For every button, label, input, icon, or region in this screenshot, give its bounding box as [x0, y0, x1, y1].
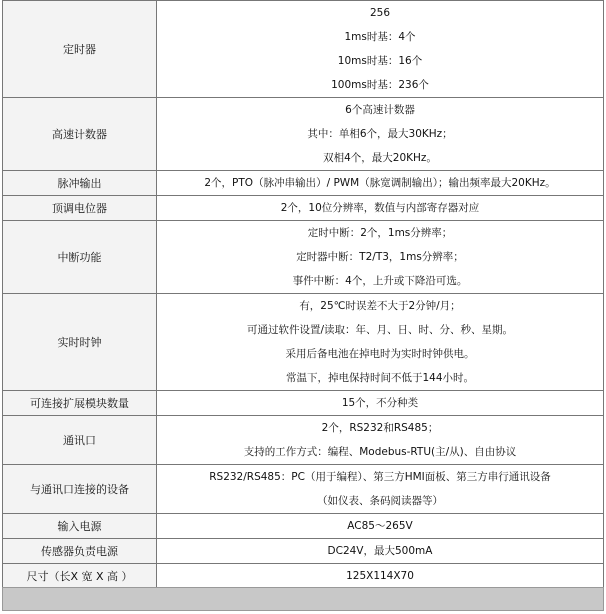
spec-value-line: 125X114X70 — [346, 570, 414, 582]
spec-row — [3, 221, 604, 294]
spec-label: 与通讯口连接的设备 — [3, 465, 157, 514]
spec-value — [157, 294, 604, 391]
spec-label: 实时时钟 — [3, 294, 157, 391]
spec-value-line: 100ms时基：236个 — [331, 79, 429, 91]
spec-value-line: DC24V，最大500mA — [327, 545, 433, 557]
spec-value-line: 事件中断：4个，上升或下降沿可选。 — [292, 275, 468, 287]
spec-value-line: RS232/RS485：PC（用于编程）、第三方HMI面板、第三方串行通讯设备 — [209, 471, 551, 483]
spec-value — [157, 221, 604, 294]
spec-row — [3, 564, 604, 589]
spec-value — [157, 1, 604, 98]
spec-value-line: 常温下，掉电保持时间不低于144小时。 — [285, 372, 475, 384]
spec-value — [157, 514, 604, 539]
spec-value-line: 可通过软件设置/读取：年、月、日、时、分、秒、星期。 — [246, 324, 514, 336]
spec-label: 脉冲输出 — [3, 171, 157, 196]
spec-row — [3, 539, 604, 564]
spec-row — [3, 196, 604, 221]
spec-value-line: 定时中断：2个，1ms分辨率； — [307, 227, 453, 239]
spec-label: 输入电源 — [3, 514, 157, 539]
spec-table-body — [3, 1, 604, 589]
spec-row — [3, 391, 604, 416]
spec-value-line: 10ms时基：16个 — [337, 55, 423, 67]
spec-value — [157, 564, 604, 589]
spec-label: 高速计数器 — [3, 98, 157, 171]
spec-value-line: 定时器中断：T2/T3，1ms分辨率； — [296, 251, 464, 263]
spec-label: 尺寸（长X 宽 X 高 ） — [3, 564, 157, 589]
spec-label: 可连接扩展模块数量 — [3, 391, 157, 416]
spec-value — [157, 98, 604, 171]
spec-row — [3, 514, 604, 539]
spec-value — [157, 465, 604, 514]
spec-value — [157, 171, 604, 196]
spec-value-line: （如仪表、条码阅读器等） — [317, 495, 443, 507]
spec-row — [3, 294, 604, 391]
spec-value-line: 双相4个，最大20KHz。 — [323, 152, 437, 164]
spec-value-line: AC85～265V — [347, 520, 413, 532]
spec-label: 定时器 — [3, 1, 157, 98]
spec-value-line: 支持的工作方式：编程、Modebus-RTU(主/从)、自由协议 — [243, 446, 517, 458]
spec-row — [3, 416, 604, 465]
spec-value — [157, 391, 604, 416]
spec-value-line: 2个，10位分辨率，数值与内部寄存器对应 — [280, 202, 480, 214]
spec-value-line: 6个高速计数器 — [345, 104, 415, 116]
spec-label: 中断功能 — [3, 221, 157, 294]
table-footer-bar — [2, 587, 604, 611]
spec-label: 通讯口 — [3, 416, 157, 465]
spec-row — [3, 1, 604, 98]
spec-value-line: 256 — [369, 7, 391, 19]
spec-label: 传感器负责电源 — [3, 539, 157, 564]
spec-value — [157, 416, 604, 465]
spec-value-line: 其中：单相6个，最大30KHz； — [307, 128, 453, 140]
spec-value — [157, 196, 604, 221]
spec-value-line: 1ms时基：4个 — [344, 31, 416, 43]
spec-row — [3, 465, 604, 514]
spec-row — [3, 171, 604, 196]
spec-value-line: 采用后备电池在掉电时为实时时钟供电。 — [285, 348, 475, 360]
spec-table — [2, 0, 604, 589]
spec-value-line: 15个，不分种类 — [341, 397, 419, 409]
spec-value-line: 2个，RS232和RS485； — [321, 422, 439, 434]
spec-label: 顶调电位器 — [3, 196, 157, 221]
spec-row — [3, 98, 604, 171]
spec-value — [157, 539, 604, 564]
spec-value-line: 2个，PTO（脉冲串输出）/ PWM（脉宽调制输出）；输出频率最大20KHz。 — [204, 177, 556, 189]
spec-value-line: 有，25℃时误差不大于2分钟/月； — [299, 300, 461, 312]
